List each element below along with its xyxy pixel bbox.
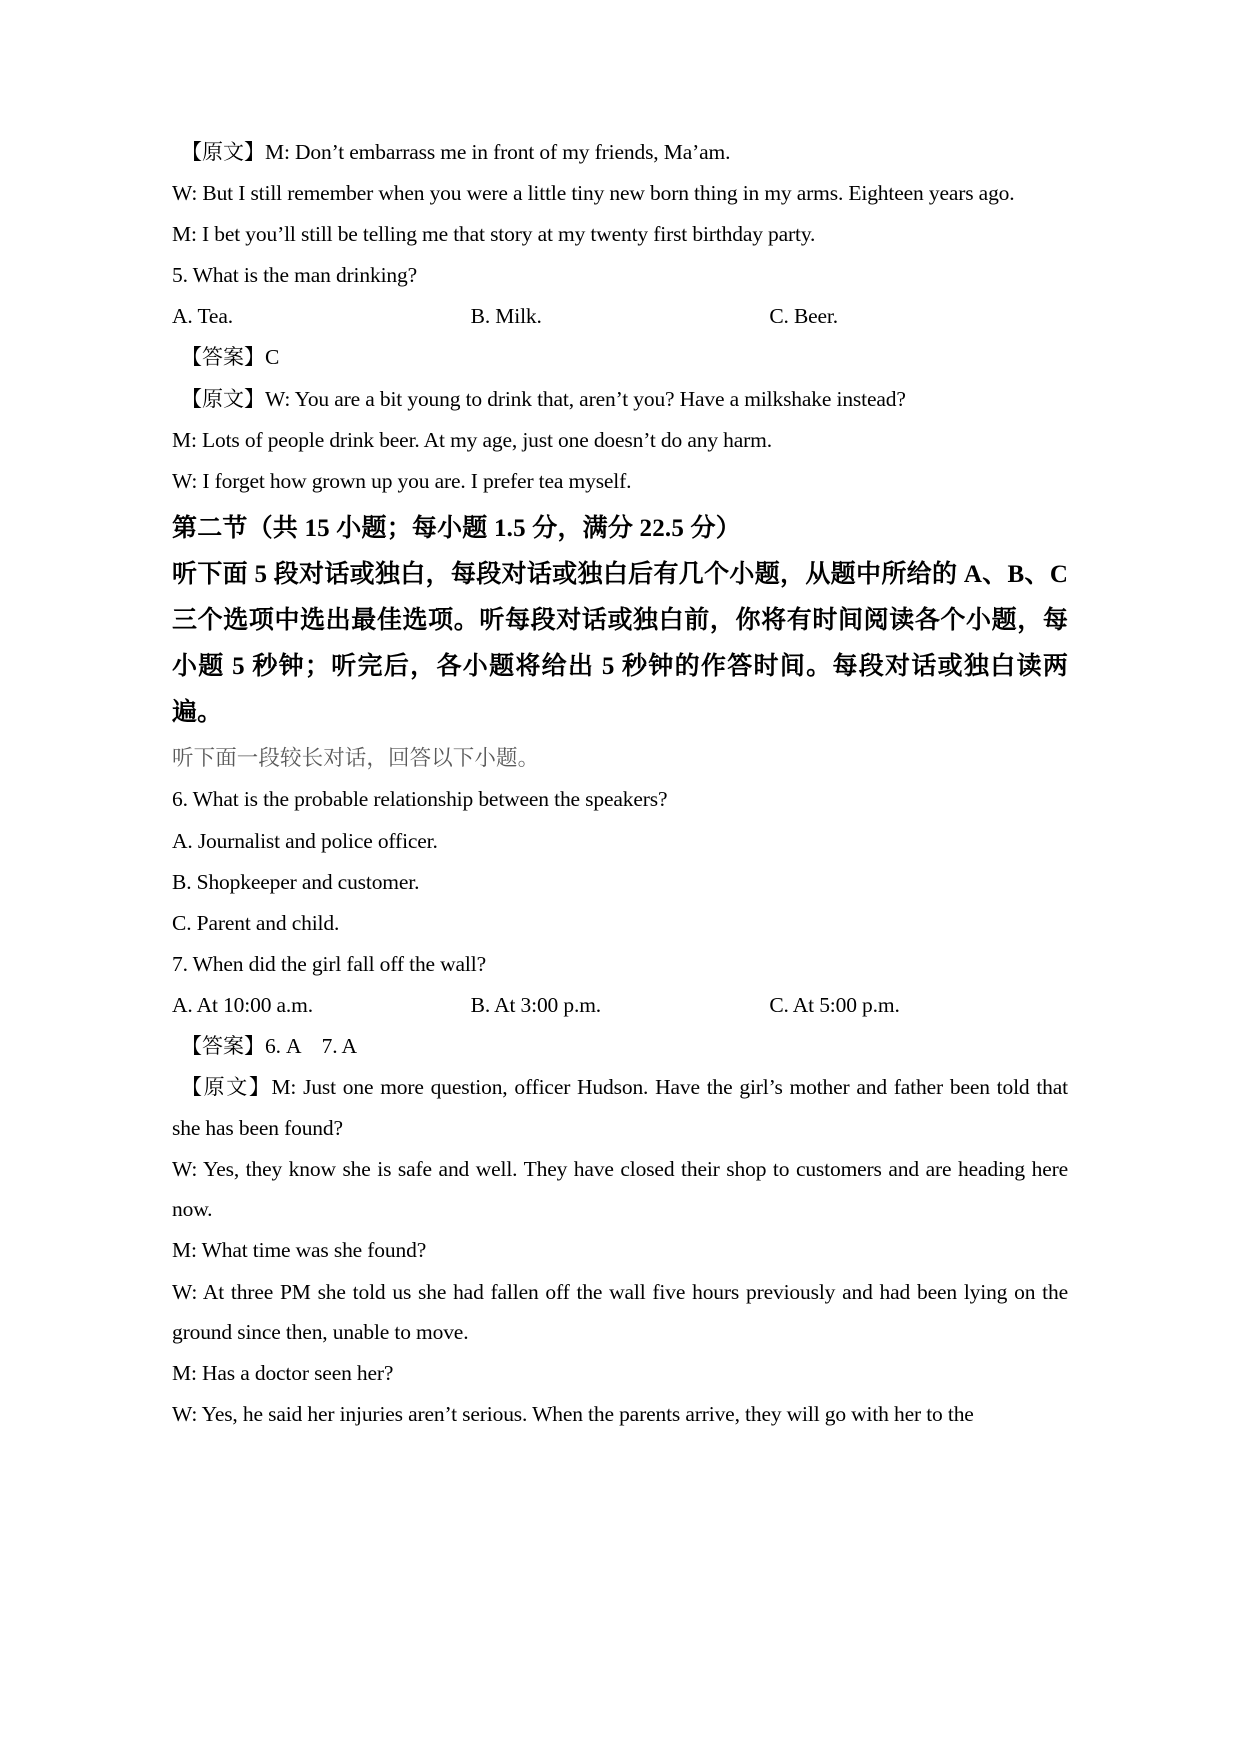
answer-5-text: C — [265, 345, 280, 370]
answer-5 — [172, 337, 1068, 378]
document-body — [172, 132, 1074, 1435]
question-7-options-c[interactable]: C. At 5:00 p.m. — [769, 992, 900, 1017]
transcript-line-5a-marker: 【原文】 — [181, 386, 265, 411]
section-two-instruction: 听下面 5 段对话或独白，每段对话或独白后有几个小题，从题中所给的 A、B、C 三个选项中选出最佳选项。听每段对话或独白前，你将有时间阅读各个小题，每小题 5 秒钟；听完后，各小题将给出 5 秒钟的作答时间。每段对话或独白读两遍。 — [172, 561, 1068, 727]
transcript-line-4a-text: M: Don’t embarrass me in front of my friends, Ma’am. — [265, 140, 731, 164]
transcript-line-5c: W: I forget how grown up you are. I prefer tea myself. — [172, 468, 632, 493]
question-5-stem: 5. What is the man drinking? — [172, 263, 417, 288]
question-5-options-a[interactable]: A. Tea. — [172, 304, 233, 329]
question-5-options — [172, 296, 1068, 337]
question-5-options-c[interactable]: C. Beer. — [769, 304, 838, 329]
transcript-line-67d: W: At three PM she told us she had fallen off the wall five hours previously and had been lying on the ground since then, unable to move. — [172, 1279, 1074, 1345]
transcript-line-67a — [172, 1067, 1074, 1148]
question-6-option-a: A. Journalist and police officer. — [172, 828, 438, 853]
answer-6-7-text: 6. A 7. A — [265, 1034, 357, 1058]
transcript-line-5a-text: W: You are a bit young to drink that, aren’t you? Have a milkshake instead? — [265, 386, 906, 411]
transcript-line-5a — [172, 379, 1068, 420]
transcript-line-67f: W: Yes, he said her injuries aren’t serious. When the parents arrive, they will go with her to the — [172, 1402, 974, 1427]
question-5-options-b[interactable]: B. Milk. — [470, 304, 542, 329]
transcript-line-4a — [172, 132, 1068, 173]
transcript-line-67a-text: M: Just one more question, officer Hudson. Have the girl’s mother and father been told that she has been found? — [172, 1075, 1074, 1140]
question-7-options-a[interactable]: A. At 10:00 a.m. — [172, 992, 313, 1017]
answer-5-marker: 【答案】 — [181, 345, 265, 370]
transcript-line-67c: M: What time was she found? — [172, 1238, 427, 1263]
transcript-line-5b: M: Lots of people drink beer. At my age, just one doesn’t do any harm. — [172, 427, 772, 452]
question-6-option-c: C. Parent and child. — [172, 910, 340, 935]
question-7-options — [172, 985, 1068, 1026]
section-two-heading: 第二节（共 15 小题；每小题 1.5 分，满分 22.5 分） — [172, 515, 741, 543]
transcript-line-67b: W: Yes, they know she is safe and well. They have closed their shop to customers and are heading here now. — [172, 1156, 1074, 1222]
answer-6-7-marker: 【答案】 — [181, 1034, 265, 1058]
question-6-option-b: B. Shopkeeper and customer. — [172, 869, 420, 894]
question-7-stem: 7. When did the girl fall off the wall? — [172, 951, 486, 976]
long-dialogue-instruction: 听下面一段较长对话，回答以下小题。 — [172, 746, 540, 771]
question-7-options-b[interactable]: B. At 3:00 p.m. — [470, 992, 602, 1017]
transcript-line-4b: W: But I still remember when you were a little tiny new born thing in my arms. Eighteen years ago. — [172, 181, 1015, 206]
transcript-line-4a-marker: 【原文】 — [181, 140, 265, 164]
question-6-stem: 6. What is the probable relationship between the speakers? — [172, 787, 668, 812]
transcript-line-67e: M: Has a doctor seen her? — [172, 1361, 394, 1386]
transcript-line-4c: M: I bet you’ll still be telling me that story at my twenty first birthday party. — [172, 222, 816, 247]
answer-6-7 — [172, 1026, 1068, 1067]
transcript-line-67a-marker: 【原文】 — [181, 1075, 272, 1100]
